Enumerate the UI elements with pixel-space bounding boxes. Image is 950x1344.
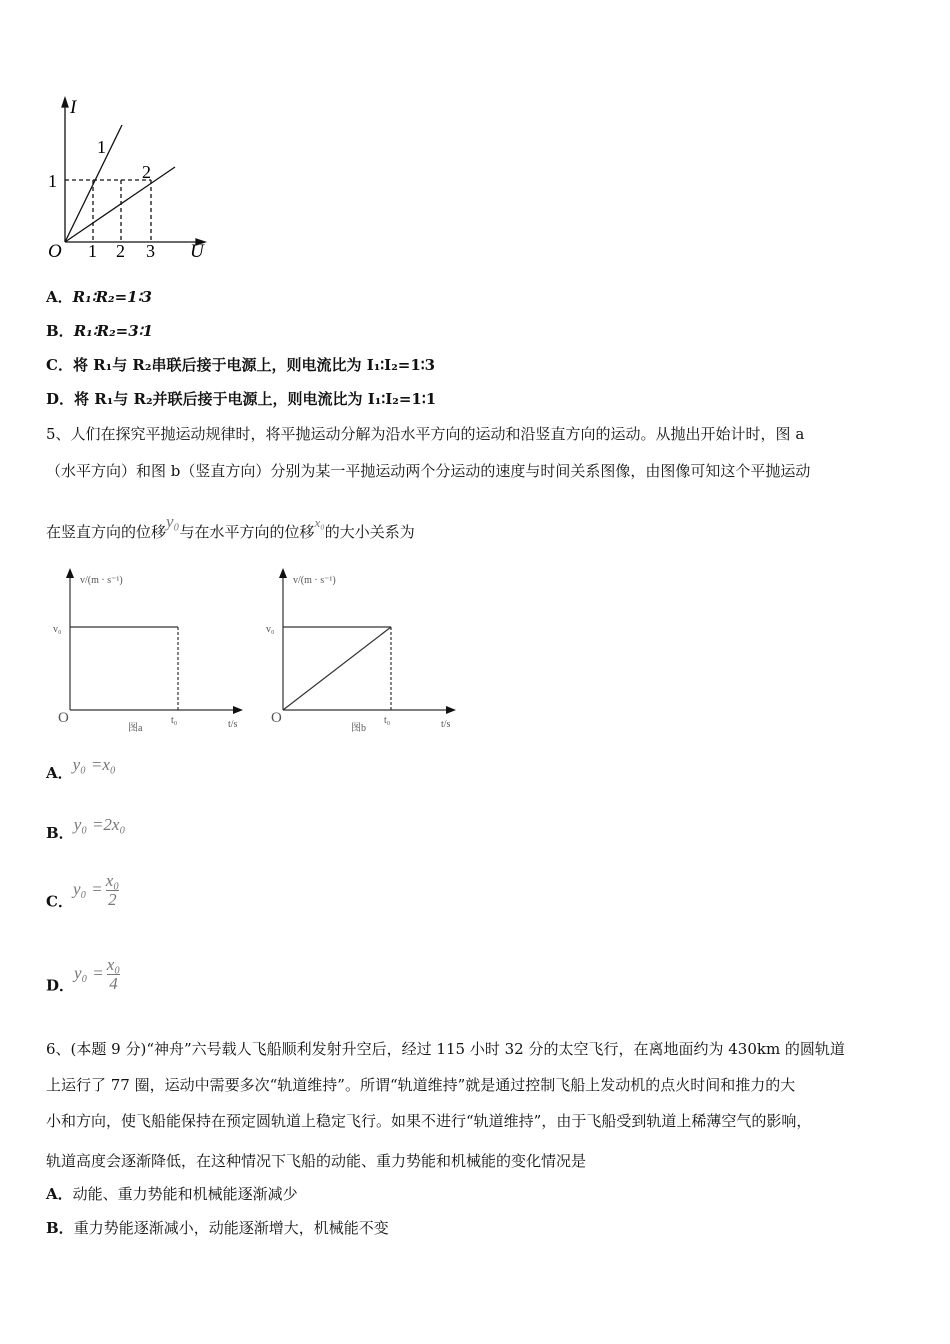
origin-label: O [48,241,62,260]
origin: O [271,710,282,726]
origin: O [58,710,69,726]
x-tick: t₀ [171,715,178,726]
y-tick: v₀ [266,624,275,635]
option-c: C．将 R₁与 R₂串联后接于电源上，则电流比为 I₁∶I₂=1∶3 [46,356,436,374]
q5-line: 5、人们在探究平抛运动规律时，将平抛运动分解为沿水平方向的运动和沿竖直方向的运动。从抛出开始计时，图 a [46,425,805,443]
iu-graph [40,95,220,260]
caption: 图b [351,723,366,734]
x-tick: t₀ [384,715,391,726]
q5-option-a: A．y₀ =x₀ [46,755,116,782]
line-label: 2 [142,162,151,182]
q5-option-c: C．y₀ = $\frac{\text{x₀}}{2}$ [46,871,120,911]
q5-option-d: D．y₀ = $\frac{\text{x₀}}{4}$ [46,955,121,995]
option-d: D．将 R₁与 R₂并联后接于电源上，则电流比为 I₁∶I₂=1∶1 [46,390,437,408]
q6-option-a: A．动能、重力势能和机械能逐渐减少 [46,1185,298,1203]
option-a: A．R₁∶R₂=1∶3 [46,288,152,306]
graph-a [50,565,250,735]
y-axis-label: I [70,97,77,118]
q5-option-b: B．y₀ =2x₀ [46,815,126,842]
x-tick: 2 [116,241,125,260]
option-b: B．R₁∶R₂=3∶1 [46,322,154,340]
q5-line: （水平方向）和图 b（竖直方向）分别为某一平抛运动两个分运动的速度与时间关系图像，由图像可知这个平抛运动 [46,462,811,480]
x-axis-label: U [190,241,204,260]
q6-line: 轨道高度会逐渐降低，在这种情况下飞船的动能、重力势能和机械能的变化情况是 [46,1152,587,1170]
q6-line: 6、(本题 9 分)“神舟”六号载人飞船顺利发射升空后，经过 115 小时 32 分的太空飞行，在离地面约为 430km 的圆轨道 [46,1040,845,1058]
x-tick: 3 [146,241,155,260]
x-label: t/s [441,719,451,730]
x-tick: 1 [88,241,97,260]
y-tick: v₀ [53,624,62,635]
x-label: t/s [228,719,238,730]
y-label: v/(m · s⁻¹) [293,575,336,586]
q6-line: 小和方向，使飞船能保持在预定圆轨道上稳定飞行。如果不进行“轨道维持”，由于飞船受到轨道上稀薄空气的影响， [46,1112,812,1130]
y-label: v/(m · s⁻¹) [80,575,123,586]
y-tick: 1 [48,171,57,191]
q5-line: 在竖直方向的位移y₀与在水平方向的位移x₀的大小关系为 [46,512,415,541]
graph-b [263,565,463,735]
q6-option-b: B．重力势能逐渐减小，动能逐渐增大，机械能不变 [46,1219,389,1237]
line-label: 1 [97,137,106,157]
caption: 图a [128,723,143,734]
q6-line: 上运行了 77 圈，运动中需要多次“轨道维持”。所谓“轨道维持”就是通过控制飞船上发动机的点火时间和推力的大 [46,1076,796,1094]
